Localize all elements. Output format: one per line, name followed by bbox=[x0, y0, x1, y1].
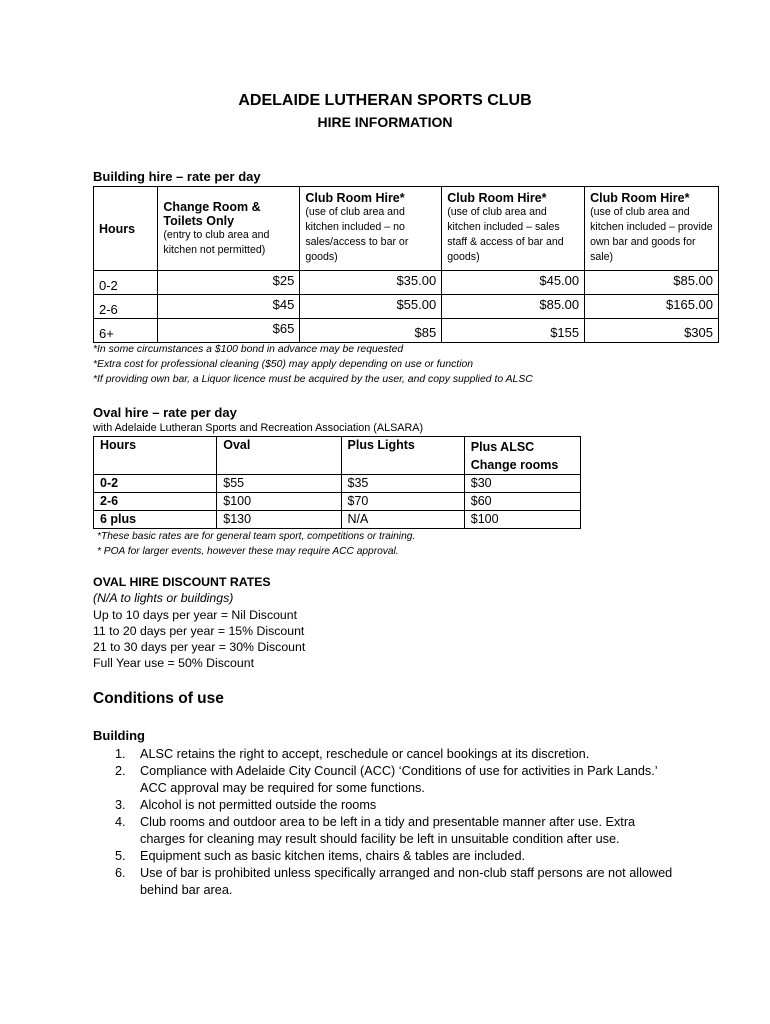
table-header-cell: Plus ALSC Change rooms bbox=[464, 437, 580, 475]
list-text: Equipment such as basic kitchen items, chairs & tables are included. bbox=[140, 849, 526, 863]
table-cell: $45 bbox=[158, 295, 300, 319]
discount-line: Up to 10 days per year = Nil Discount bbox=[93, 607, 298, 622]
discount-subheading: (N/A to lights or buildings) bbox=[93, 591, 234, 606]
table-cell: $25 bbox=[158, 271, 300, 295]
table-cell: $35 bbox=[341, 475, 464, 493]
table-row bbox=[94, 271, 719, 295]
column-title: Club Room Hire* bbox=[305, 191, 405, 205]
table-cell: N/A bbox=[341, 511, 464, 529]
list-number: 3. bbox=[115, 798, 126, 812]
list-text: Alcohol is not permitted outside the rooms bbox=[140, 798, 377, 812]
table-header-cell: Plus Lights bbox=[341, 437, 464, 475]
column-description: (entry to club area and kitchen not permitted) bbox=[163, 228, 270, 256]
table-cell: $130 bbox=[217, 511, 341, 529]
list-item bbox=[93, 865, 678, 899]
table-header-cell bbox=[442, 187, 585, 271]
list-text: Use of bar is prohibited unless specifically arranged and non-club staff persons are not allowed behind bar area. bbox=[140, 866, 673, 897]
column-title: Club Room Hire* bbox=[447, 191, 547, 205]
table-cell-hours: 6 plus bbox=[94, 511, 217, 529]
conditions-heading: Conditions of use bbox=[93, 690, 224, 707]
table-cell: $305 bbox=[585, 319, 719, 343]
discount-line: 21 to 30 days per year = 30% Discount bbox=[93, 640, 306, 655]
table-cell: $45.00 bbox=[442, 271, 585, 295]
table-header-cell bbox=[158, 187, 300, 271]
table-cell: $100 bbox=[217, 493, 341, 511]
conditions-list bbox=[93, 746, 678, 899]
list-number: 4. bbox=[115, 815, 126, 829]
column-description: (use of club area and kitchen included – provide own bar and goods for sale) bbox=[590, 206, 713, 263]
list-number: 6. bbox=[115, 866, 126, 880]
list-number: 1. bbox=[115, 747, 126, 761]
table-header-cell: Hours bbox=[94, 437, 217, 475]
table-cell: $35.00 bbox=[300, 271, 442, 295]
table-cell: $55.00 bbox=[300, 295, 442, 319]
table-cell: $155 bbox=[442, 319, 585, 343]
table-row bbox=[94, 319, 719, 343]
page-title: ADELAIDE LUTHERAN SPORTS CLUB bbox=[238, 92, 532, 109]
table-row bbox=[94, 493, 581, 511]
table-header-cell bbox=[300, 187, 442, 271]
note-line: *These basic rates are for general team sport, competitions or training. bbox=[97, 531, 416, 542]
note-line: *Extra cost for professional cleaning ($50) may apply depending on use or function bbox=[93, 359, 474, 370]
building-notes bbox=[93, 342, 533, 387]
table-cell: $55 bbox=[217, 475, 341, 493]
table-header-cell bbox=[94, 187, 158, 271]
list-number: 2. bbox=[115, 764, 126, 778]
table-cell: $85 bbox=[300, 319, 442, 343]
list-item bbox=[93, 848, 678, 865]
column-description: (use of club area and kitchen included – sales staff & access of bar and goods) bbox=[447, 206, 564, 263]
table-row bbox=[94, 511, 581, 529]
table-cell: $30 bbox=[464, 475, 580, 493]
column-description: (use of club area and kitchen included – no sales/access to bar or goods) bbox=[305, 206, 409, 263]
conditions-building-heading: Building bbox=[93, 728, 145, 743]
table-cell-hours: 2-6 bbox=[94, 493, 217, 511]
note-line: *In some circumstances a $100 bond in advance may be requested bbox=[93, 344, 404, 355]
page-subtitle: HIRE INFORMATION bbox=[317, 114, 453, 130]
list-number: 5. bbox=[115, 849, 126, 863]
table-row bbox=[94, 295, 719, 319]
table-header-cell: Oval bbox=[217, 437, 341, 475]
discount-line: Full Year use = 50% Discount bbox=[93, 656, 254, 671]
table-cell: $70 bbox=[341, 493, 464, 511]
oval-hire-table bbox=[93, 436, 581, 529]
table-cell: $100 bbox=[464, 511, 580, 529]
list-text: Club rooms and outdoor area to be left in a tidy and presentable manner after use. Extra charges for cleaning may result should facility be left in unsuitable condition after use. bbox=[140, 815, 636, 846]
oval-notes bbox=[97, 529, 415, 559]
note-line: *If providing own bar, a Liquor licence must be acquired by the user, and copy supplied to ALSC bbox=[93, 374, 533, 385]
table-cell-hours: 6+ bbox=[94, 319, 158, 343]
discount-rates bbox=[93, 574, 305, 672]
column-title: Hours bbox=[99, 221, 136, 236]
table-cell: $60 bbox=[464, 493, 580, 511]
table-cell: $85.00 bbox=[442, 295, 585, 319]
table-header-row bbox=[94, 187, 719, 271]
list-item bbox=[93, 814, 678, 848]
table-cell: $165.00 bbox=[585, 295, 719, 319]
oval-hire-heading: Oval hire – rate per day bbox=[93, 405, 237, 420]
table-header-row bbox=[94, 437, 581, 475]
discount-line: 11 to 20 days per year = 15% Discount bbox=[93, 623, 305, 638]
table-cell: $85.00 bbox=[585, 271, 719, 295]
list-text: ALSC retains the right to accept, reschedule or cancel bookings at its discretion. bbox=[140, 747, 590, 761]
list-item bbox=[93, 746, 678, 763]
discount-heading: OVAL HIRE DISCOUNT RATES bbox=[93, 575, 271, 589]
building-hire-heading: Building hire – rate per day bbox=[93, 169, 261, 184]
building-hire-table bbox=[93, 186, 719, 343]
list-item bbox=[93, 763, 678, 797]
table-header-cell bbox=[585, 187, 719, 271]
table-row bbox=[94, 475, 581, 493]
column-title: Club Room Hire* bbox=[590, 191, 690, 205]
table-cell: $65 bbox=[158, 319, 300, 343]
note-line: * POA for larger events, however these may require ACC approval. bbox=[97, 546, 399, 557]
list-item bbox=[93, 797, 678, 814]
oval-hire-subheading: with Adelaide Lutheran Sports and Recreation Association (ALSARA) bbox=[93, 422, 424, 434]
list-text: Compliance with Adelaide City Council (ACC) ‘Conditions of use for activities in Park Lands.’ ACC approval may be required for some functions. bbox=[140, 764, 658, 795]
table-cell-hours: 0-2 bbox=[94, 271, 158, 295]
column-title: Change Room & Toilets Only bbox=[163, 199, 261, 228]
table-cell-hours: 2-6 bbox=[94, 295, 158, 319]
table-cell-hours: 0-2 bbox=[94, 475, 217, 493]
